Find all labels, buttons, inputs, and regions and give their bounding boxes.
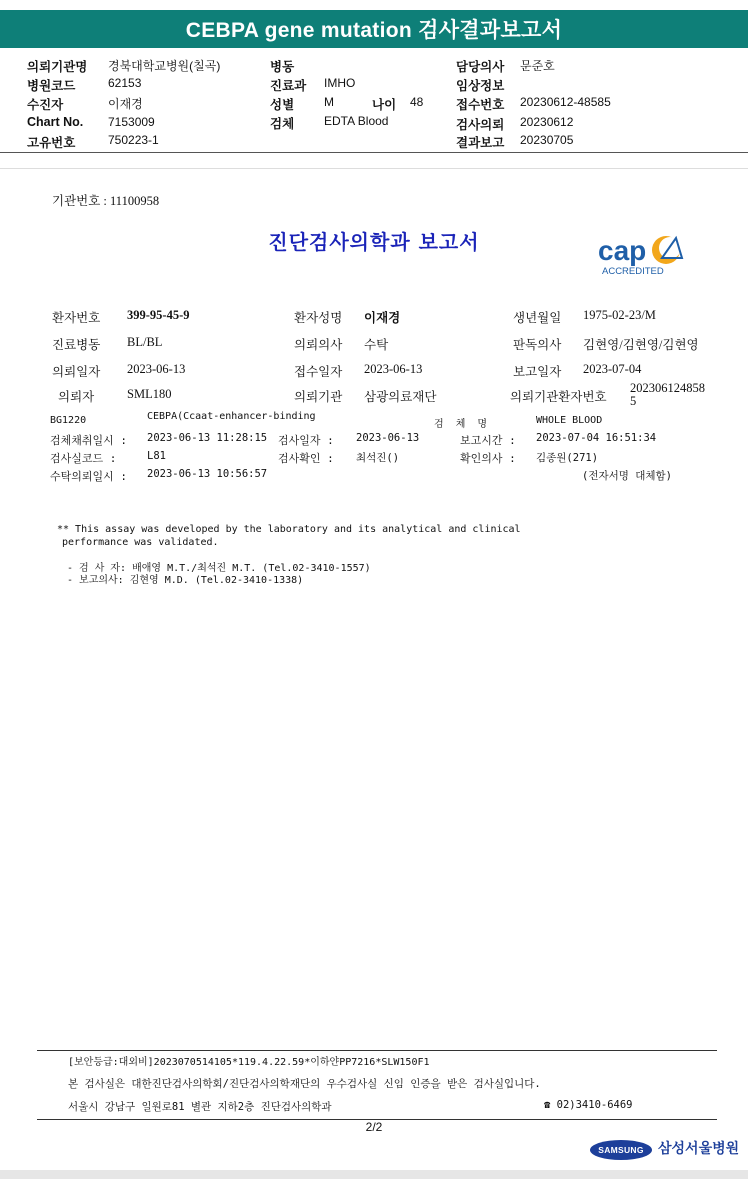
header-label-accession-no: 접수번호 (456, 97, 505, 112)
test-label-test-confirm: 검사확인 : (278, 452, 334, 465)
footer-address: 서울시 강남구 일원로81 별관 지하2층 진단검사의학과 (68, 1101, 332, 1113)
patient-label-dob: 생년월일 (513, 311, 562, 325)
patient-value-institution: 삼광의료재단 (364, 390, 437, 404)
header-label-patient: 수진자 (27, 97, 64, 112)
test-label-report-time: 보고시간 : (460, 434, 516, 447)
test-label-collection-time: 검체채취일시 : (50, 434, 128, 447)
cap-accredited-logo (596, 232, 692, 278)
patient-label-name: 환자성명 (294, 311, 343, 325)
document-divider (0, 168, 748, 169)
patient-value-reading-doctor: 김현영/김현영/김현영 (583, 338, 699, 352)
header-value-hospital-code: 62153 (108, 76, 142, 90)
header-value-sex: M (324, 95, 334, 109)
samsung-logo (590, 1140, 652, 1160)
lab-report-title: 진단검사의학과 보고서 (268, 230, 480, 254)
header-label-hospital-code: 병원코드 (27, 78, 76, 93)
patient-value-patient-no: 399-95-45-9 (127, 308, 190, 322)
samsung-logo-text: SAMSUNG (598, 1145, 644, 1155)
header-label-clinical-info: 임상정보 (456, 78, 505, 93)
header-value-patient: 이재경 (108, 97, 143, 111)
header-label-attending-physician: 담당의사 (456, 59, 505, 74)
test-name: CEBPA(Ccaat-enhancer-binding (147, 411, 316, 422)
patient-value-report-date: 2023-07-04 (583, 362, 642, 376)
header-value-chart-no: 7153009 (108, 115, 155, 129)
header-label-requesting-institution: 의뢰기관명 (27, 59, 88, 74)
test-specimen-label: 검 체 명 (434, 419, 488, 430)
header-value-age: 48 (410, 95, 424, 109)
header-label-unique-no: 고유번호 (27, 135, 76, 150)
footer-security-line: [보안등급:대외비]2023070514105*119.4.22.59*이하얀PP7216*SLW150F1 (68, 1057, 430, 1068)
patient-label-report-date: 보고일자 (513, 365, 562, 379)
test-value-report-time: 2023-07-04 16:51:34 (536, 432, 657, 444)
footer-phone: ☎ 02)3410-6469 (544, 1099, 633, 1111)
patient-label-ward: 진료병동 (52, 338, 101, 352)
patient-label-requesting-doctor: 의뢰의사 (294, 338, 343, 352)
e-signature-note: (전자서명 대체함) (582, 470, 672, 482)
test-label-test-date: 검사일자 : (278, 434, 334, 447)
patient-value-name: 이재경 (364, 311, 401, 325)
header-value-accession-no: 20230612-48585 (520, 95, 611, 109)
patient-value-request-date: 2023-06-13 (127, 362, 186, 376)
patient-value-requesting-doctor: 수탁 (364, 338, 389, 352)
header-value-unique-no: 750223-1 (108, 133, 159, 147)
header-label-department: 진료과 (270, 78, 307, 93)
patient-label-requester: 의뢰자 (58, 390, 95, 404)
header-label-test-request: 검사의뢰 (456, 117, 505, 132)
patient-label-reading-doctor: 판독의사 (513, 338, 562, 352)
header-value-department: IMHO (324, 76, 356, 90)
assay-note-line2: performance was validated. (62, 537, 219, 548)
page-number: 2/2 (365, 1120, 383, 1134)
cap-logo-subtext: ACCREDITED (602, 266, 664, 277)
hospital-name: 삼성서울병원 (658, 1141, 740, 1157)
test-value-test-date: 2023-06-13 (356, 432, 420, 444)
header-label-result-report: 결과보고 (456, 135, 505, 150)
test-label-lab-code: 검사실코드 : (50, 452, 117, 465)
patient-label-institution: 의뢰기관 (294, 390, 343, 404)
patient-label-institution-patient-no: 의뢰기관환자번호 (510, 390, 607, 404)
header-label-ward: 병동 (270, 59, 295, 74)
patient-label-patient-no: 환자번호 (52, 311, 101, 325)
header-value-result-report: 20230705 (520, 133, 574, 147)
patient-label-received-date: 접수일자 (294, 365, 343, 379)
assay-note-line1: ** This assay was developed by the laboratory and its analytical and clinical (57, 524, 521, 535)
test-code: BG1220 (50, 415, 87, 426)
test-value-lab-code: L81 (147, 450, 166, 462)
report-main-title: CEBPA gene mutation 검사결과보고서 (185, 19, 563, 42)
test-value-consign-time: 2023-06-13 10:56:57 (147, 468, 268, 480)
patient-value-institution-patient-no: 202306124858 5 (630, 381, 705, 408)
patient-value-ward: BL/BL (127, 335, 163, 349)
header-value-test-request: 20230612 (520, 115, 574, 129)
patient-value-requester: SML180 (127, 387, 172, 401)
reporter-info: - 보고의사: 김현영 M.D. (Tel.02-3410-1338) (67, 575, 304, 586)
page-bottom-band (0, 1170, 748, 1179)
test-specimen-value: WHOLE BLOOD (536, 415, 603, 426)
test-label-confirming-doctor: 확인의사 : (460, 452, 516, 465)
report-title-bar (0, 10, 748, 48)
header-label-age: 나이 (372, 97, 397, 112)
header-value-specimen: EDTA Blood (324, 114, 389, 128)
patient-label-request-date: 의뢰일자 (52, 365, 101, 379)
test-value-confirming-doctor: 김종원(271) (536, 452, 599, 464)
test-label-consign-time: 수탁의뢰일시 : (50, 470, 128, 483)
footer-certification: 본 검사실은 대한진단검사의학회/진단검사의학재단의 우수검사실 신임 인증을 받은 검사실입니다. (68, 1078, 541, 1090)
header-label-sex: 성별 (270, 97, 295, 112)
header-value-attending-physician: 문준호 (520, 59, 555, 73)
patient-value-received-date: 2023-06-13 (364, 362, 423, 376)
header-label-chart-no: Chart No. (27, 115, 84, 129)
header-value-requesting-institution: 경북대학교병원(칠곡) (108, 59, 221, 73)
patient-value-dob: 1975-02-23/M (583, 308, 656, 322)
test-value-test-confirm: 최석진() (356, 452, 400, 464)
header-label-specimen: 검체 (270, 116, 295, 131)
header-divider (0, 152, 748, 153)
test-value-collection-time: 2023-06-13 11:28:15 (147, 432, 268, 444)
tester-info: - 검 사 자: 배애영 M.T./최석진 M.T. (Tel.02-3410-1557) (67, 563, 371, 574)
institution-number: 기관번호 : 11100958 (52, 194, 160, 208)
cap-logo-text: cap (598, 235, 647, 266)
